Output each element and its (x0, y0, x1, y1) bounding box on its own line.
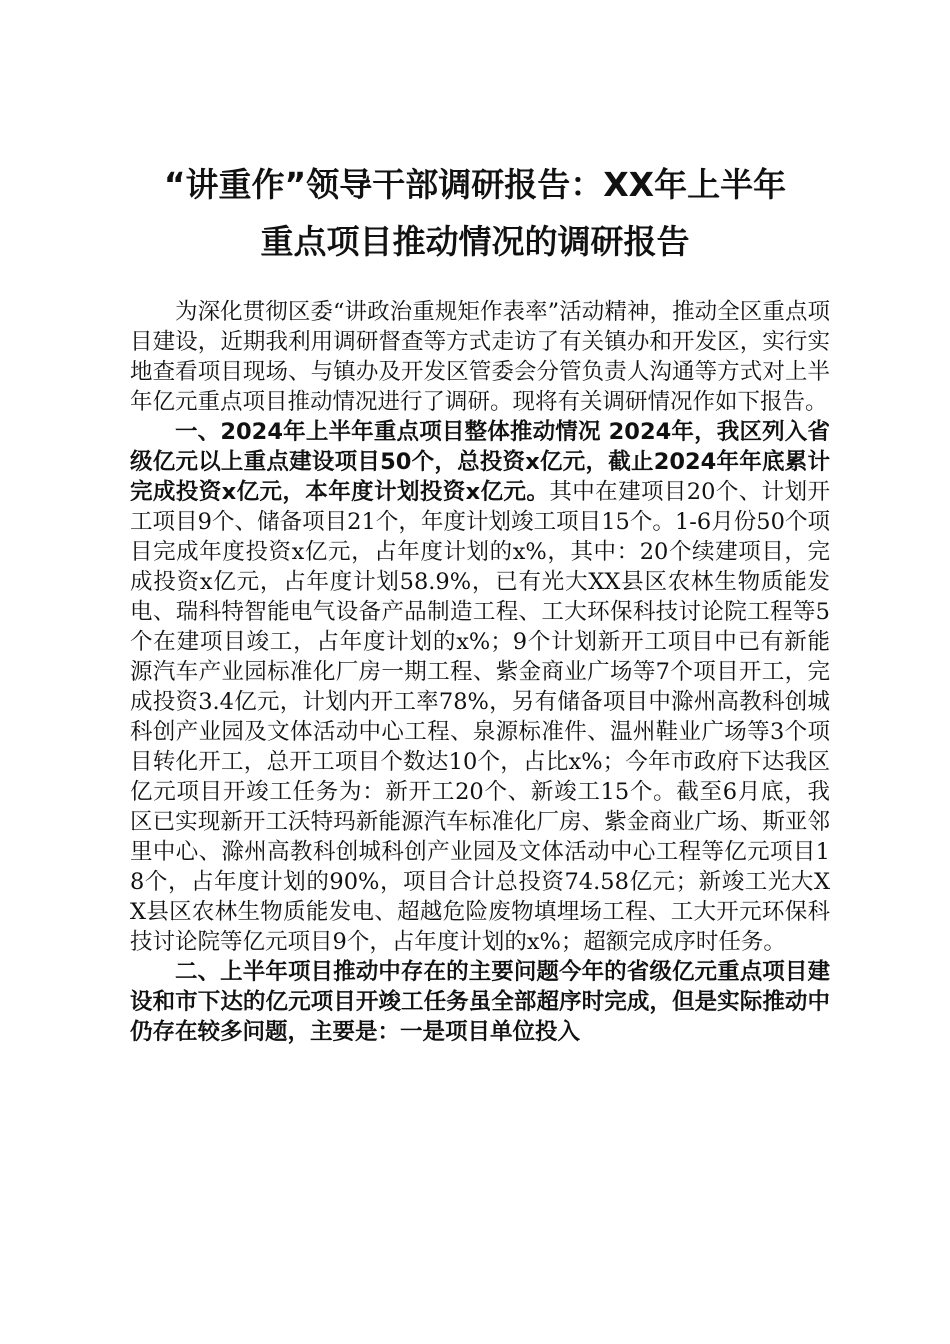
document-title-line-2: 重点项目推动情况的调研报告 (260, 222, 690, 261)
section-one-heading: 一、2024年上半年重点项目整体推动情况 2024年，我区列入省级亿元以上重点建设项目50个，总投资x亿元，截止2024年年底累计完成投资x亿元，本年度计划投资x亿元。 (130, 419, 830, 505)
section-one-body: 其中在建项目20个、计划开工项目9个、储备项目21个，年度计划竣工项目15个。1-6月份50个项目完成年度投资x亿元，占年度计划的x%，其中：20个续建项目，完成投资x亿元，占年度计划58.9%，已有光大XX县区农林生物质能发电、瑞科特智能电气设备产品制造工程、工大环保科技讨论院工程等5个在建项目竣工，占年度计划的x%；9个计划新开工项目中已有新能源汽车产业园标准化厂房一期工程、紫金商业广场等7个项目开工，完成投资3.4亿元，计划内开工率78%，另有储备项目中滁州高教科创城科创产业园及文体活动中心工程、泉源标准件、温州鞋业广场等3个项目转化开工，总开工项目个数达10个，占比x%；今年市政府下达我区亿元项目开竣工任务为：新开工20个、新竣工15个。截至6月底，我区已实现新开工沃特玛新能源汽车标准化厂房、紫金商业广场、斯亚邻里中心、滁州高教科创城科创产业园及文体活动中心工程等亿元项目18个，占年度计划的90%，项目合计总投资74.58亿元；新竣工光大XX县区农林生物质能发电、超越危险废物填埋场工程、工大开元环保科技讨论院等亿元项目9个，占年度计划的x%；超额完成序时任务。 (130, 479, 830, 955)
document-title-line-1: “讲重作”领导干部调研报告：XX年上半年 (163, 165, 787, 204)
section-one-paragraph (130, 417, 830, 957)
document-body (130, 297, 830, 1047)
intro-paragraph: 为深化贯彻区委“讲政治重规矩作表率”活动精神，推动全区重点项目建设，近期我利用调研督查等方式走访了有关镇办和开发区，实行实地查看项目现场、与镇办及开发区管委会分管负责人沟通等方式对上半年亿元重点项目推动情况进行了调研。现将有关调研情况作如下报告。 (130, 299, 830, 415)
section-two-paragraph: 二、上半年项目推动中存在的主要问题今年的省级亿元重点项目建设和市下达的亿元项目开竣工任务虽全部超序时完成，但是实际推动中仍存在较多问题，主要是：一是项目单位投入 (130, 959, 830, 1045)
